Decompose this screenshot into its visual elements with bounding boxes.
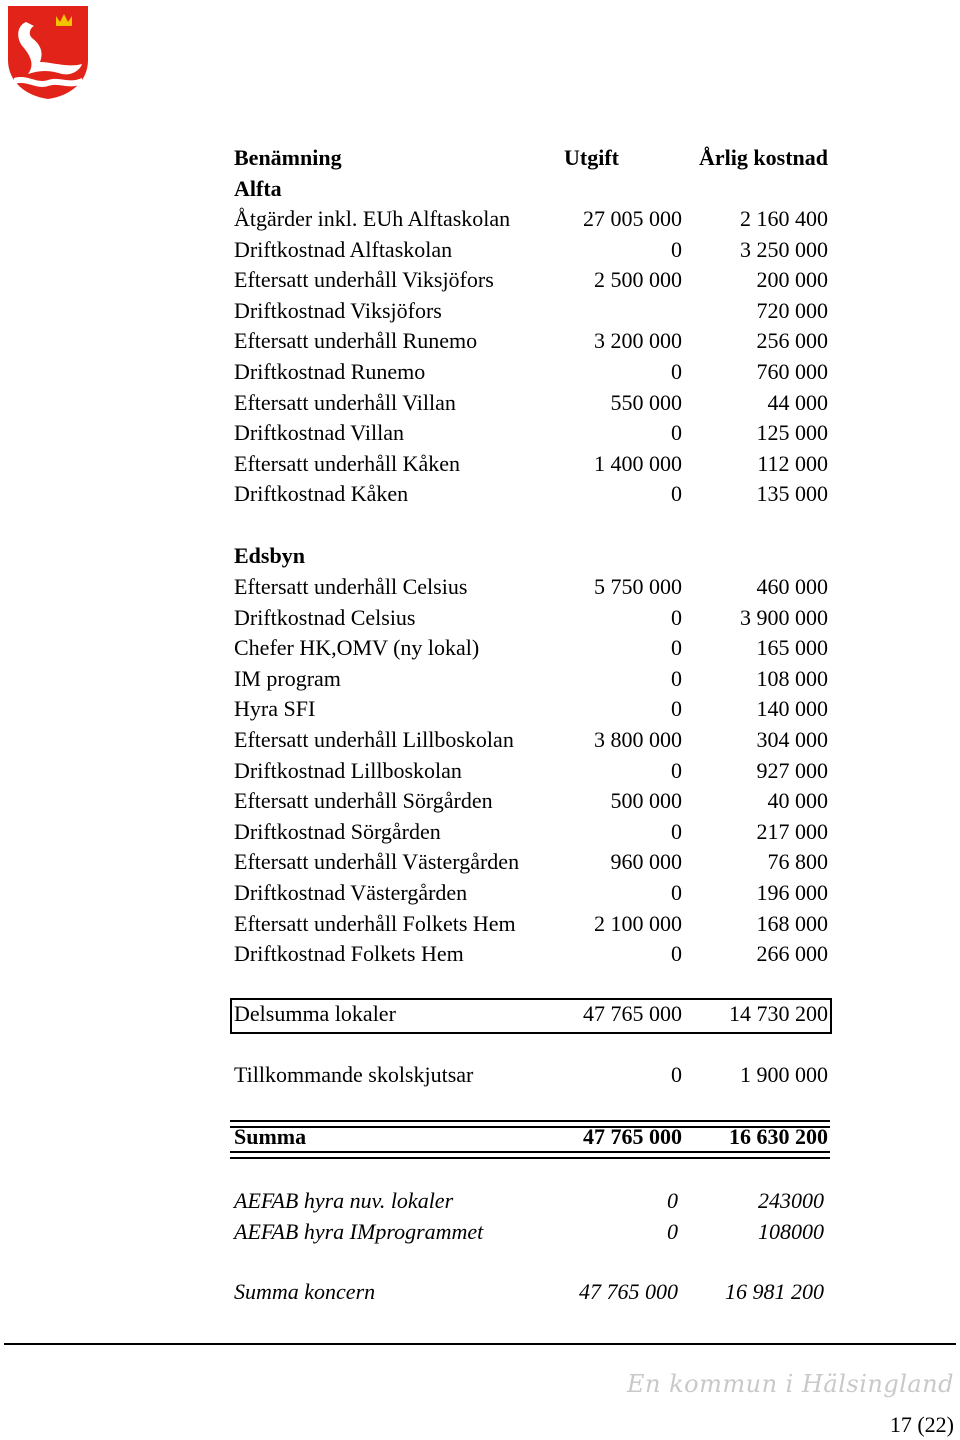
delsumma-row (234, 999, 828, 1029)
row-label: Tillkommande skolskjutsar (234, 1062, 474, 1087)
row-arlig: 135 000 (756, 481, 828, 507)
table-row (234, 357, 828, 387)
row-label: AEFAB hyra IMprogrammet (234, 1219, 484, 1244)
row-label: Driftkostnad Sörgården (234, 818, 441, 844)
row-arlig: 217 000 (756, 818, 828, 844)
table-row (234, 479, 828, 509)
row-utgift: 0 (671, 665, 682, 691)
table-row (234, 786, 828, 816)
row-utgift: 5 750 000 (594, 574, 682, 599)
row-arlig: 165 000 (756, 635, 828, 661)
table-row (234, 388, 828, 418)
table-row (234, 694, 828, 724)
table-row (234, 909, 828, 939)
row-utgift: 47 765 000 (583, 1001, 682, 1026)
summa-bottom-rule (230, 1151, 830, 1159)
table-row (234, 326, 828, 356)
row-utgift: 500 000 (610, 788, 682, 814)
table-row (234, 939, 828, 969)
table-row (234, 847, 828, 877)
page-number: 17 (22) (889, 1412, 954, 1437)
row-arlig: 140 000 (756, 696, 828, 722)
row-utgift: 27 005 000 (583, 206, 682, 231)
column-header-arlig-kostnad: Årlig kostnad (699, 145, 828, 170)
row-utgift: 1 400 000 (594, 450, 682, 476)
row-label: Summa (234, 1124, 307, 1149)
table-row (234, 756, 828, 786)
row-arlig: 40 000 (767, 788, 828, 814)
row-utgift: 0 (671, 818, 682, 844)
row-utgift: 47 765 000 (583, 1124, 682, 1149)
row-utgift: 0 (671, 941, 682, 967)
row-label: Chefer HK,OMV (ny lokal) (234, 635, 480, 661)
section-label: Edsbyn (234, 543, 305, 568)
table-row (234, 664, 828, 694)
row-utgift: 0 (671, 604, 682, 630)
column-header-benamning: Benämning (234, 145, 342, 170)
row-label: Driftkostnad Runemo (234, 359, 426, 384)
row-label: Eftersatt underhåll Västergården (234, 849, 520, 875)
table-row (234, 204, 828, 234)
row-arlig: 3 900 000 (740, 604, 828, 630)
row-label: Eftersatt underhåll Sörgården (234, 788, 493, 814)
row-arlig: 196 000 (756, 880, 828, 905)
row-label: Eftersatt underhåll Celsius (234, 574, 468, 599)
row-label: Driftkostnad Lillboskolan (234, 757, 462, 783)
section-heading-edsbyn (234, 541, 828, 571)
row-arlig: 168 000 (756, 910, 828, 936)
row-utgift: 2 100 000 (594, 910, 682, 936)
row-utgift: 550 000 (610, 389, 682, 415)
table-row (234, 449, 828, 479)
row-label: Eftersatt underhåll Kåken (234, 450, 461, 476)
row-utgift: 0 (671, 635, 682, 661)
row-arlig: 108 000 (756, 665, 828, 691)
row-arlig: 760 000 (756, 359, 828, 384)
row-utgift: 47 765 000 (579, 1279, 678, 1304)
row-arlig: 14 730 200 (729, 1001, 828, 1026)
table-header (234, 143, 828, 173)
row-utgift: 0 (667, 1188, 678, 1213)
skolskjutsar-row (234, 1060, 828, 1090)
table-row (234, 235, 828, 265)
section-heading-alfta (234, 174, 828, 204)
row-arlig: 44 000 (767, 389, 828, 415)
footer-slogan: En kommun i Hälsingland (627, 1370, 954, 1398)
summa-row (234, 1122, 828, 1152)
row-label: AEFAB hyra nuv. lokaler (234, 1188, 454, 1213)
row-label: Hyra SFI (234, 696, 316, 722)
row-arlig: 112 000 (757, 450, 828, 476)
row-utgift: 0 (671, 1062, 682, 1087)
summa-koncern-row (234, 1277, 828, 1307)
row-label: Driftkostnad Celsius (234, 604, 416, 630)
row-arlig: 460 000 (756, 574, 828, 599)
table-row (234, 725, 828, 755)
row-arlig: 16 981 200 (725, 1279, 824, 1304)
row-arlig: 76 800 (767, 849, 828, 875)
row-utgift: 3 800 000 (594, 727, 682, 752)
table-row (234, 418, 828, 448)
row-label: Delsumma lokaler (234, 1001, 396, 1026)
row-utgift: 0 (671, 880, 682, 905)
row-utgift: 2 500 000 (594, 267, 682, 293)
row-arlig: 125 000 (756, 420, 828, 446)
row-arlig: 3 250 000 (740, 236, 828, 262)
row-arlig: 304 000 (756, 727, 828, 752)
row-arlig: 1 900 000 (740, 1062, 828, 1087)
row-utgift: 0 (671, 757, 682, 783)
table-row (234, 296, 828, 326)
table-row (234, 1186, 828, 1216)
column-header-utgift: Utgift (564, 145, 619, 170)
row-utgift: 0 (671, 236, 682, 262)
row-arlig: 2 160 400 (740, 206, 828, 231)
row-utgift: 0 (667, 1219, 678, 1244)
row-label: Eftersatt underhåll Villan (234, 389, 456, 415)
row-utgift: 3 200 000 (594, 328, 682, 354)
footer-rule (4, 1343, 956, 1345)
row-arlig: 266 000 (756, 941, 828, 967)
row-label: Driftkostnad Kåken (234, 481, 409, 507)
row-label: Driftkostnad Alftaskolan (234, 236, 453, 262)
row-arlig: 927 000 (756, 757, 828, 783)
row-arlig: 256 000 (756, 328, 828, 354)
table-row (234, 633, 828, 663)
table-row (234, 603, 828, 633)
row-label: Åtgärder inkl. EUh Alftaskolan (234, 206, 511, 231)
coat-of-arms-logo (6, 4, 90, 100)
row-label: Driftkostnad Västergården (234, 880, 468, 905)
table-row (234, 265, 828, 295)
row-label: Driftkostnad Folkets Hem (234, 941, 464, 967)
row-label: Driftkostnad Viksjöfors (234, 297, 442, 323)
row-label: Eftersatt underhåll Runemo (234, 328, 478, 354)
row-arlig: 720 000 (756, 297, 828, 323)
row-utgift: 0 (671, 481, 682, 507)
row-arlig: 243000 (758, 1188, 824, 1213)
row-arlig: 200 000 (756, 267, 828, 293)
row-label: IM program (234, 665, 341, 691)
row-label: Eftersatt underhåll Viksjöfors (234, 267, 494, 293)
row-utgift: 0 (671, 696, 682, 722)
row-label: Eftersatt underhåll Folkets Hem (234, 910, 516, 936)
row-arlig: 16 630 200 (729, 1124, 828, 1149)
row-label: Eftersatt underhåll Lillboskolan (234, 727, 514, 752)
section-label: Alfta (234, 176, 282, 201)
table-row (234, 817, 828, 847)
table-row (234, 1217, 828, 1247)
row-label: Driftkostnad Villan (234, 420, 404, 446)
row-utgift: 0 (671, 420, 682, 446)
row-utgift: 0 (671, 359, 682, 384)
row-arlig: 108000 (758, 1219, 824, 1244)
row-label: Summa koncern (234, 1279, 376, 1304)
table-row (234, 878, 828, 908)
row-utgift: 960 000 (610, 849, 682, 875)
table-row (234, 572, 828, 602)
